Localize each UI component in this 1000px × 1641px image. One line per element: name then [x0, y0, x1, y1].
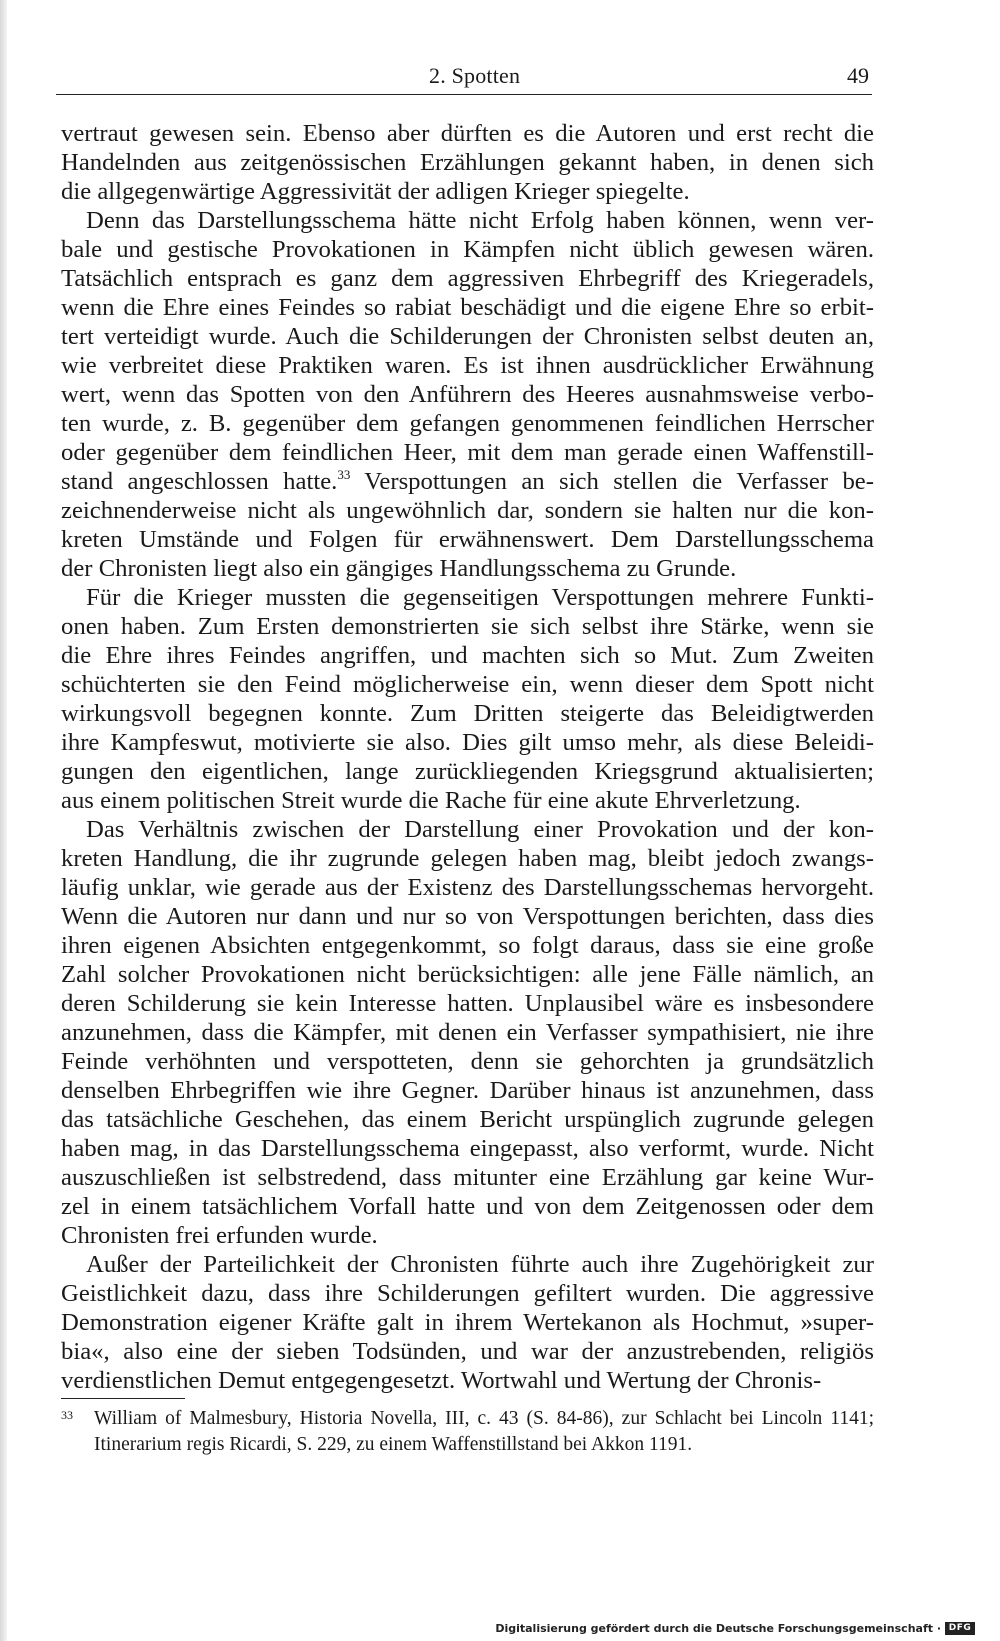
chapter-title: 2. Spotten: [429, 63, 521, 88]
text-line: wirkungsvoll begegnen konnte. Zum Dritten steigerte das Beleidigtwerden: [61, 700, 874, 727]
text-line: Für die Krieger mussten die gegenseitigen Verspottungen mehrere Funkti-: [86, 584, 874, 611]
footnote-number: 33: [61, 1408, 73, 1422]
text-line: zeichnenderweise nicht als ungewöhnlich dar, sondern sie halten nur die kon-: [61, 497, 874, 524]
text-line: der Chronisten liegt also ein gängiges Handlungsschema zu Grunde.: [61, 555, 737, 582]
text-line: kreten Handlung, die ihr zugrunde gelegen haben mag, bleibt jedoch zwangs-: [61, 845, 874, 872]
text-line: Tatsächlich entsprach es ganz dem aggressiven Ehrbegriff des Kriegeradels,: [61, 265, 874, 292]
paragraph: [61, 206, 874, 583]
text-line-tail: Verspottungen an sich stellen die Verfasser be-: [350, 468, 874, 495]
footnote-rule: [61, 1398, 185, 1399]
text-line: denselben Ehrbegriffen wie ihre Gegner. Darüber hinaus ist anzunehmen, dass: [61, 1077, 874, 1104]
text-line: vertraut gewesen sein. Ebenso aber dürften es die Autoren und erst recht die: [61, 120, 874, 147]
text-line: wie verbreitet diese Praktiken waren. Es ist ihnen ausdrücklicher Erwähnung: [61, 352, 874, 379]
text-line: bia«, also eine der sieben Todsünden, und war der anzustrebenden, religiös: [61, 1338, 874, 1365]
footnote-reference[interactable]: 33: [337, 467, 351, 482]
text-line: Geistlichkeit dazu, dass ihre Schilderungen gefiltert wurden. Die aggressive: [61, 1280, 874, 1307]
text-line: auszuschließen ist selbstredend, dass mitunter eine Erzählung gar keine Wur-: [61, 1164, 874, 1191]
text-line: schüchterten sie den Feind möglicherweise ein, wenn dieser dem Spott nicht: [61, 671, 874, 698]
text-line: ten wurde, z. B. gegenüber dem gefangen genommenen feindlichen Herrscher: [61, 410, 874, 437]
text-line: ihren eigenen Absichten entgegenkommt, so folgt daraus, dass sie eine große: [61, 932, 874, 959]
text-line: zel in einem tatsächlichem Vorfall hatte und von dem Zeitgenossen oder dem: [61, 1193, 874, 1220]
paragraph: [61, 583, 874, 815]
footnote: [61, 1406, 874, 1458]
footnote-line: Itinerarium regis Ricardi, S. 229, zu einem Waffenstillstand bei Akkon 1191.: [94, 1434, 693, 1455]
text-line: die Ehre ihres Feindes angriffen, und machten sich so Mut. Zum Zweiten: [61, 642, 874, 669]
text-line: Wenn die Autoren nur dann und nur so von Verspottungen berichten, dass dies: [61, 903, 874, 930]
text-line: läufig unklar, wie gerade aus der Existenz des Darstellungsschemas hervorgeht.: [61, 874, 874, 901]
text-line: oder gegenüber dem feindlichen Heer, mit dem man gerade einen Waffenstill-: [61, 439, 874, 466]
text-line: Demonstration eigener Kräfte galt in ihrem Wertekanon als Hochmut, »super-: [61, 1309, 874, 1336]
body-text: [61, 119, 874, 1395]
text-line: Handelnden aus zeitgenössischen Erzählungen gekannt haben, in denen sich: [61, 149, 874, 176]
text-line: Außer der Parteilichkeit der Chronisten führte auch ihre Zugehörigkeit zur: [86, 1251, 874, 1278]
scan-edge: [0, 0, 7, 1641]
text-line: Das Verhältnis zwischen der Darstellung einer Provokation und der kon-: [86, 816, 874, 843]
text-line: das tatsächliche Geschehen, das einem Bericht urspünglich zugrunde gelegen: [61, 1106, 874, 1133]
credit-text: Digitalisierung gefördert durch die Deutsche Forschungsgemeinschaft ·: [495, 1621, 941, 1635]
text-line: deren Schilderung sie kein Interesse hatten. Unplausibel wäre es insbesondere: [61, 990, 874, 1017]
text-line: bale und gestische Provokationen in Kämpfen nicht üblich gewesen wären.: [61, 236, 874, 263]
text-line: gungen den eigentlichen, lange zurückliegenden Kriegsgrund aktualisierten;: [61, 758, 874, 785]
text-line: wert, wenn das Spotten von den Anführern des Heeres ausnahmsweise verbo-: [61, 381, 874, 408]
text-line: Feinde verhöhnten und verspotteten, denn sie gehorchten ja grundsätzlich: [61, 1048, 874, 1075]
running-head: [56, 62, 872, 95]
digitization-credit: [495, 1620, 975, 1636]
text-line: verdienstlichen Demut entgegengesetzt. Wortwahl und Wertung der Chronis-: [61, 1367, 822, 1394]
dfg-logo: DFG: [945, 1622, 975, 1635]
text-line: Zahl solcher Provokationen nicht berücksichtigen: alle jene Fälle nämlich, an: [61, 961, 874, 988]
text-line: stand angeschlossen hatte.: [61, 468, 338, 495]
text-line: haben mag, in das Darstellungsschema eingepasst, also verformt, wurde. Nicht: [61, 1135, 874, 1162]
text-line: Chronisten frei erfunden wurde.: [61, 1222, 378, 1249]
paragraph: [61, 815, 874, 1250]
paragraph: [61, 119, 874, 206]
text-line: kreten Umstände und Folgen für erwähnenswert. Dem Darstellungsschema: [61, 526, 874, 553]
text-line: aus einem politischen Streit wurde die Rache für eine akute Ehrverletzung.: [61, 787, 801, 814]
text-line: tert verteidigt wurde. Auch die Schilderungen der Chronisten selbst deuten an,: [61, 323, 874, 350]
paragraph: [61, 1250, 874, 1395]
footnote-line: William of Malmesbury, Historia Novella, III, c. 43 (S. 84-86), zur Schlacht bei Lincoln 1141;: [94, 1408, 874, 1429]
text-line: [61, 467, 874, 496]
text-line: wenn die Ehre eines Feindes so rabiat beschädigt und die eigene Ehre so erbit-: [61, 294, 874, 321]
footnote-text: [94, 1406, 874, 1458]
text-line: ihre Kampfeswut, motivierte sie also. Dies gilt umso mehr, als diese Beleidi-: [61, 729, 874, 756]
text-line: anzunehmen, dass die Kämpfer, mit denen ein Verfasser sympathisiert, nie ihre: [61, 1019, 874, 1046]
text-line: onen haben. Zum Ersten demonstrierten sie sich selbst ihre Stärke, wenn sie: [61, 613, 874, 640]
text-line: Denn das Darstellungsschema hätte nicht Erfolg haben können, wenn ver-: [86, 207, 874, 234]
text-line: die allgegenwärtige Aggressivität der adligen Krieger spiegelte.: [61, 178, 690, 205]
page-number: 49: [847, 63, 869, 88]
